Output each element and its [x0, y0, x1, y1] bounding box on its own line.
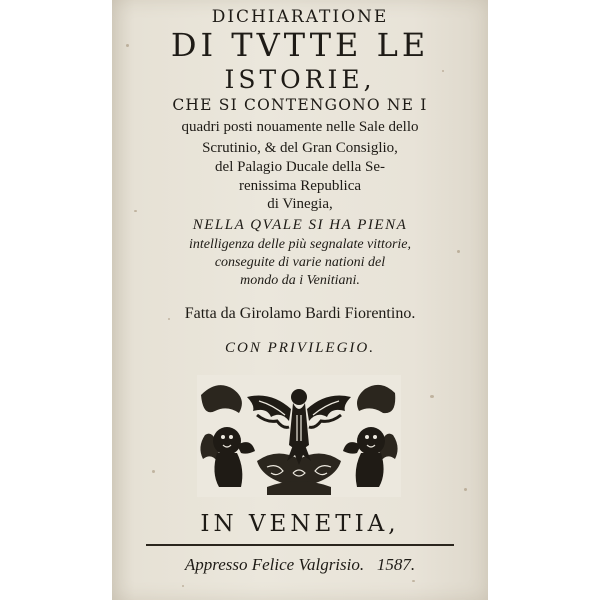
title-line-5: quadri posti nouamente nelle Sale dello [181, 119, 419, 135]
title-line-9: di Vinegia, [267, 196, 333, 212]
title-line-4: CHE SI CONTENGONO NE I [172, 96, 428, 114]
foxing-spot [464, 488, 467, 491]
title-page [112, 0, 488, 600]
foxing-spot [430, 395, 434, 398]
eagle-head [291, 389, 307, 405]
title-line-11: intelligenza delle più segnalate vittorie, [188, 237, 411, 252]
title-line-1: DICHIARATIONE [211, 7, 389, 27]
imprint-rule [146, 544, 454, 546]
printers-device-woodcut [197, 375, 401, 497]
title-line-12: conseguite di varie nationi del [214, 255, 386, 270]
title-line-2: DI TVTTE LE [170, 26, 430, 64]
privilege-line: CON PRIVILEGIO. [225, 340, 375, 356]
author-line: Fatta da Girolamo Bardi Fiorentino. [184, 305, 416, 322]
foxing-spot [182, 585, 184, 587]
foxing-spot [152, 470, 155, 473]
title-line-3: ISTORIE, [224, 65, 376, 94]
title-line-7: del Palagio Ducale della Se- [215, 159, 385, 175]
place-line: IN VENETIA, [200, 511, 400, 537]
title-line-10: NELLA QVALE SI HA PIENA [192, 217, 408, 233]
imprint-line: Appresso Felice Valgrisio. 1587. [184, 555, 416, 574]
title-line-6: Scrutinio, & del Gran Consiglio, [202, 140, 398, 156]
title-line-13: mondo da i Venitiani. [240, 273, 360, 288]
title-line-8: renissima Republica [238, 178, 362, 194]
foxing-spot [412, 580, 415, 582]
